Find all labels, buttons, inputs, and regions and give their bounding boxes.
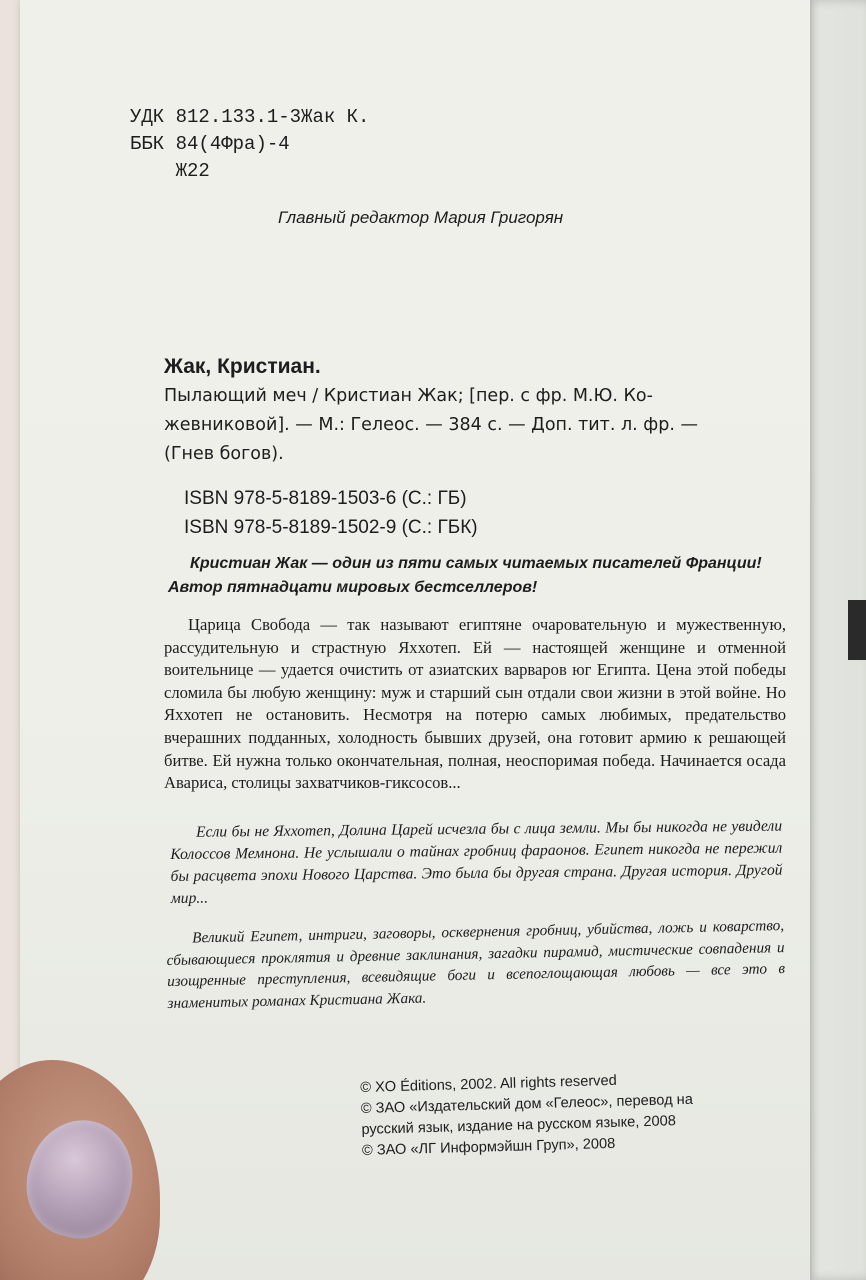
quote-paragraph: Если бы не Яххотеп, Долина Царей исчезла бы с лица земли. Мы бы никогда не увидели Колоссов Мемнона. Не услышали о тайнах гробниц фараонов. Египет никогда не пережил бы расцвета эпохи Нового Царства. Это была бы другая страна. Другая история. Другой мир... <box>170 817 783 907</box>
isbn-line: ISBN 978-5-8189-1502-9 (С.: ГБК) <box>184 517 478 538</box>
isbn-line: ISBN 978-5-8189-1503-6 (С.: ГБ) <box>184 488 467 509</box>
copyright-line: © XO Éditions, 2002. All rights reserved <box>360 1072 617 1096</box>
adjacent-page-letter-fragment <box>848 600 866 660</box>
udk-label: УДК <box>130 106 165 128</box>
bbk-label: ББК <box>130 133 165 155</box>
bibliographic-description <box>164 382 776 469</box>
udk-row <box>130 104 369 131</box>
author-heading: Жак, Кристиан. <box>164 355 321 378</box>
bbk-value: 84(4Фра)-4 <box>175 133 290 155</box>
themes-paragraph: Великий Египет, интриги, заговоры, осквернения гробниц, убийства, ложь и коварство, сбывающиеся проклятия и древние заклинания, загадки пирамид, мистические совпадения и изощренные преступления, всевидящие боги и всепоглощающая любовь — все это в знаменитых романах Кристиана Жака. <box>166 917 786 1012</box>
bib-line: жевниковой]. — М.: Гелеос. — 384 с. — Доп. тит. л. фр. — <box>164 415 698 435</box>
bib-line: (Гнев богов). <box>164 444 284 464</box>
copyright-line: © ЗАО «Издательский дом «Гелеос», перевод на <box>360 1091 694 1117</box>
catalog-block <box>130 104 369 185</box>
copyright-block <box>360 1066 782 1162</box>
bbk-row <box>130 131 369 158</box>
book-page <box>20 0 810 1280</box>
udk-value: 812.133.1-3Жак К. <box>175 106 370 128</box>
editor-line: Главный редактор Мария Григорян <box>278 208 564 227</box>
author-mark-row <box>130 158 369 185</box>
copyright-line: © ЗАО «ЛГ Информэйшн Груп», 2008 <box>361 1135 616 1159</box>
author-mark: Ж22 <box>175 160 210 182</box>
copyright-line: русский язык, издание на русском языке, 2008 <box>361 1113 677 1138</box>
tagline: Кристиан Жак — один из пяти самых читаемых писателей Франции! Автор пятнадцати мировых бестселлеров! <box>168 555 762 596</box>
bib-line: Пылающий меч / Кристиан Жак; [пер. с фр. М.Ю. Ко- <box>164 386 653 406</box>
annotation-paragraph: Царица Свобода — так называют египтяне очаровательную и мужественную, рассудительную и страстную Яххотеп. Ей — настоящей женщине и отменной воительнице — удается очистить от азиатских варваров юг Египта. Цена этой победы сломила бы любую женщину: муж и старший сын отдали свои жизни в этой войне. Но Яххотеп не остановить. Несмотря на потерю самых любимых, предательство вчерашних подданных, холодность бывших друзей, она готовит армию к решающей битве. Ей нужна только окончательная, полная, неоспоримая победа. Начинается осада Авариса, столицы захватчиков-гиксосов... <box>164 615 786 793</box>
isbn-block <box>184 484 478 542</box>
